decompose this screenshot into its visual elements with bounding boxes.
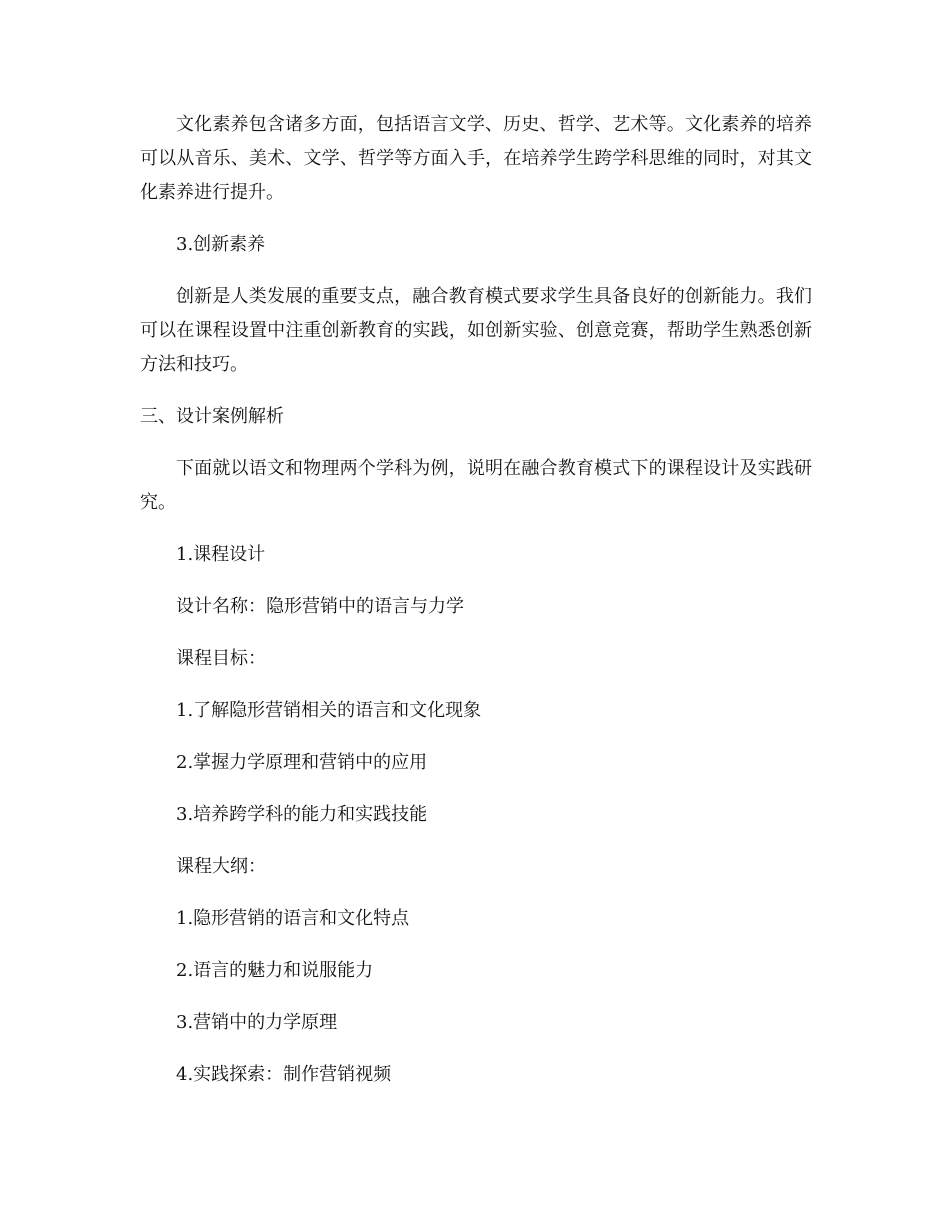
- subheading-course-design: 1.课程设计: [176, 544, 266, 565]
- subheading-innovation-literacy: 3.创新素养: [176, 234, 266, 255]
- paragraph-cultural-literacy: 文化素养包含诸多方面，包括语言文学、历史、哲学、艺术等。文化素养的培养可以从音乐、美术、文学、哲学等方面入手，在培养学生跨学科思维的同时，对其文化素养进行提升。: [140, 114, 812, 203]
- design-name-line: 设计名称：隐形营销中的语言与力学: [176, 596, 464, 617]
- outline-item: 1.隐形营销的语言和文化特点: [176, 908, 410, 929]
- goal-item: 1.了解隐形营销相关的语言和文化现象: [176, 700, 482, 721]
- course-outline-label: 课程大纲：: [176, 856, 266, 877]
- section-heading-case-analysis: 三、设计案例解析: [140, 406, 284, 427]
- course-goals-label: 课程目标：: [176, 648, 266, 669]
- outline-item: 4.实践探索：制作营销视频: [176, 1064, 392, 1085]
- outline-item: 2.语言的魅力和说服能力: [176, 960, 374, 981]
- outline-item: 3.营销中的力学原理: [176, 1012, 338, 1033]
- goal-item: 3.培养跨学科的能力和实践技能: [176, 804, 428, 825]
- document-body: [140, 108, 812, 1092]
- paragraph-innovation: 创新是人类发展的重要支点，融合教育模式要求学生具备良好的创新能力。我们可以在课程设置中注重创新教育的实践，如创新实验、创意竞赛，帮助学生熟悉创新方法和技巧。: [140, 286, 812, 375]
- paragraph-case-intro: 下面就以语文和物理两个学科为例，说明在融合教育模式下的课程设计及实践研究。: [140, 458, 812, 513]
- goal-item: 2.掌握力学原理和营销中的应用: [176, 752, 428, 773]
